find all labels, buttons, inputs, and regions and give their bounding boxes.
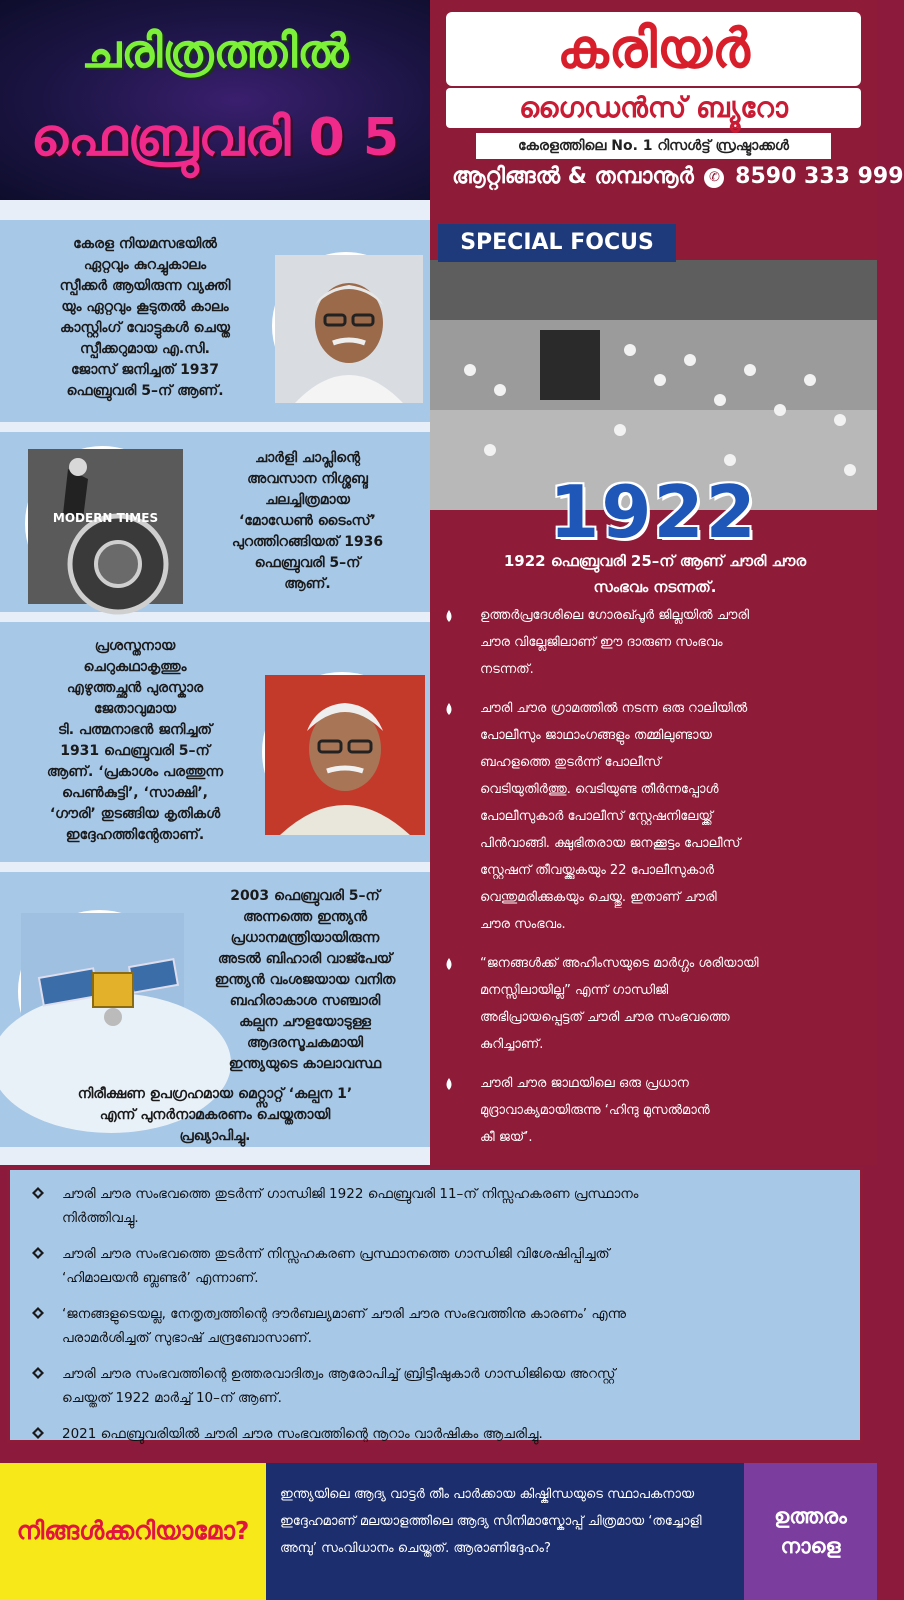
fact-line: പ്രധാനമന്ത്രിയായിരുന്ന xyxy=(230,930,380,946)
special-focus-column xyxy=(430,200,877,1165)
fact-line: ‘ഗൗരി’ തുടങ്ങിയ കൃതികൾ xyxy=(49,806,221,822)
focus-bullet-list xyxy=(438,602,868,1163)
key-facts-box xyxy=(7,1167,863,1443)
drop-icon xyxy=(444,610,454,622)
fact-line: ചാർളി ചാപ്ലിന്റെ xyxy=(254,450,360,466)
fact-line: കാസ്റ്റിംഗ് വോട്ടുകൾ ചെയ്ത xyxy=(60,320,230,336)
focus-bullet-line: മുദ്രാവാക്യമായിരുന്നു ‘ഹിന്ദു മുസൽമാൻ xyxy=(480,1103,710,1118)
focus-bullet-line: കുറിച്ചാണ്. xyxy=(480,1037,544,1052)
drop-icon xyxy=(444,703,454,715)
fact-line: ചലച്ചിത്രമായ xyxy=(265,492,350,508)
key-fact-line: ചൗരി ചൗര സംഭവത്തിന്റെ ഉത്തരവാദിത്വം ആരോപിച്ച് ബ്രിട്ടീഷുകാർ ഗാന്ധിജിയെ അറസ്റ്റ് xyxy=(62,1366,616,1382)
fact-line: സ്പീക്കറുമായ എ.സി. xyxy=(80,341,210,357)
focus-bullet-line: പിൻവാങ്ങി. ക്ഷുഭിതരായ ജനക്കൂട്ടം പോലീസ് xyxy=(480,836,741,851)
phone-icon: ✆ xyxy=(704,168,724,188)
key-fact xyxy=(10,1242,860,1290)
fact-line: പുറത്തിറങ്ങിയത് 1936 xyxy=(231,534,384,550)
focus-bullet-line: ചൗര വില്ലേജിലാണ് ഈ ദാരുണ സംഭവം xyxy=(480,635,723,650)
fact-line: കല്പന ചൗളയോടുള്ള xyxy=(239,1014,371,1030)
modern-times-badge: MODERN TIMES xyxy=(52,511,159,525)
focus-lead-line: 1922 ഫെബ്രുവരി 25–ന് ആണ് ചൗരി ചൗര xyxy=(503,552,807,570)
focus-bullet xyxy=(438,695,868,938)
fact-line: ഇന്ത്യയുടെ കാലാവസ്ഥ xyxy=(228,1056,382,1072)
drop-icon xyxy=(444,1078,454,1090)
fact-line: ഫെബ്രുവരി 5–ന് ആണ്. xyxy=(66,383,224,399)
key-fact-line: പരാമർശിച്ചത് സുഭാഷ് ചന്ദ്രബോസാണ്. xyxy=(62,1330,312,1346)
fact-kalpana-1 xyxy=(0,872,430,1147)
diamond-icon xyxy=(32,1367,44,1379)
fact-line: ഏറ്റവും കുറച്ചുകാലം xyxy=(83,257,207,273)
fact-line: പ്രഖ്യാപിച്ചു. xyxy=(179,1128,251,1144)
fact-line: ‘മോഡേൺ ടൈംസ്’ xyxy=(238,513,377,529)
fact-line: ചെറുകഥാകൃത്തും xyxy=(83,659,187,675)
brand-phone: 8590 333 999 xyxy=(735,164,904,189)
fact-line: ഇന്ത്യൻ വംശജയായ വനിത xyxy=(214,972,396,988)
focus-bullet-line: നടന്നത്. xyxy=(480,662,534,677)
focus-bullet xyxy=(438,1070,868,1151)
fact-kalpana-1-text-wide xyxy=(10,1084,420,1147)
focus-bullet-line: മനസ്സിലായില്ല” എന്ന് ഗാന്ധിജി xyxy=(480,983,669,998)
fact-t-padmanabhan-text xyxy=(10,636,260,846)
quiz-question xyxy=(266,1463,744,1600)
quiz-answer-line: ഉത്തരം xyxy=(774,1504,847,1528)
quiz-answer-panel xyxy=(744,1463,877,1600)
focus-bullet-line: വെന്തുമരിക്കുകയും ചെയ്തു. ഇതാണ് ചൗരി xyxy=(480,890,717,905)
diamond-icon xyxy=(32,1187,44,1199)
key-fact xyxy=(10,1362,860,1410)
header-title-panel xyxy=(0,0,430,200)
key-fact-line: ചൗരി ചൗര സംഭവത്തെ തുടർന്ന് ഗാന്ധിജി 1922 ഫെബ്രുവരി 11–ന് നിസ്സഹകരണ പ്രസ്ഥാനം xyxy=(62,1186,639,1202)
fact-line: കേരള നിയമസഭയിൽ xyxy=(73,236,217,252)
fact-line: എഴുത്തച്ഛൻ പുരസ്കാര xyxy=(66,680,204,696)
header-title-line1: ചരിത്രത്തിൽ xyxy=(81,24,349,78)
key-fact xyxy=(10,1182,860,1230)
fact-modern-times-text xyxy=(200,448,415,595)
fact-line: ആണ്. ‘പ്രകാശം പരത്തുന്ന xyxy=(46,764,224,780)
key-fact xyxy=(10,1422,860,1446)
image-satellite xyxy=(18,910,181,1073)
focus-bullet-line: “ജനങ്ങൾക്ക് അഹിംസയുടെ മാർഗ്ഗം ശരിയായി xyxy=(480,956,759,971)
diamond-icon xyxy=(32,1427,44,1439)
key-fact-line: 2021 ഫെബ്രുവരിയിൽ ചൗരി ചൗര സംഭവത്തിന്റെ നൂറാം വാർഷികം ആചരിച്ചു. xyxy=(62,1426,543,1442)
fact-line: 1931 ഫെബ്രുവരി 5–ന് xyxy=(60,743,210,759)
image-modern-times xyxy=(25,446,180,601)
focus-bullet-line: പോലീസുകാർ പോലീസ് സ്റ്റേഷനിലേയ്ക്ക് xyxy=(480,809,713,824)
fact-line: ബഹിരാകാശ സഞ്ചാരി xyxy=(229,993,381,1009)
fact-line: ആദരസൂചകമായി xyxy=(246,1035,364,1051)
fact-line: അന്നത്തെ ഇന്ത്യൻ xyxy=(242,909,368,925)
diamond-icon xyxy=(32,1247,44,1259)
focus-bullet xyxy=(438,602,868,683)
key-fact-line: ചൗരി ചൗര സംഭവത്തെ തുടർന്ന് നിസ്സഹകരണ പ്രസ്ഥാനത്തെ ഗാന്ധിജി വിശേഷിപ്പിച്ചത് xyxy=(62,1246,610,1262)
fact-line: എന്ന് പുനർനാമകരണം ചെയ്തതായി xyxy=(99,1107,331,1123)
fact-line: ജോസ് ജനിച്ചത് 1937 xyxy=(70,362,220,378)
portrait-t-padmanabhan xyxy=(262,672,422,832)
brand-tagline: കേരളത്തിലെ No. 1 റിസൾട്ട് സ്രഷ്ടാക്കൾ xyxy=(476,133,831,159)
quiz-question-line: ഇദ്ദേഹമാണ് മലയാളത്തിലെ ആദ്യ സിനിമാസ്കോപ്പ് ചിത്രമായ ‘തച്ചോളി xyxy=(280,1514,702,1529)
fact-line: യും ഏറ്റവും കൂടുതൽ കാലം xyxy=(61,299,229,315)
focus-bullet-line: ബഹളത്തെ തുടർന്ന് പോലീസ് xyxy=(480,755,661,770)
fact-line: പ്രശസ്തനായ xyxy=(94,638,176,654)
quiz-question-line: ഇന്ത്യയിലെ ആദ്യ വാട്ടർ തീം പാർക്കായ കിഷ്കിന്ധയുടെ സ്ഥാപകനായ xyxy=(280,1487,695,1502)
fact-line: ഇദ്ദേഹത്തിന്റേതാണ്. xyxy=(65,827,205,843)
focus-bullet-line: ചൗരി ചൗര ഗ്രാമത്തിൽ നടന്ന ഒരു റാലിയിൽ xyxy=(480,701,748,716)
brand-panel xyxy=(430,0,904,200)
brand-subtitle: ഗൈഡൻസ് ബ്യൂറോ xyxy=(446,88,861,128)
fact-line: ടി. പത്മനാഭൻ ജനിച്ചത് xyxy=(57,722,213,738)
focus-bullet-line: വെടിയുതിർത്തു. വെടിയുണ്ട തീർന്നപ്പോൾ xyxy=(480,782,719,797)
brand-location: ആറ്റിങ്ങൽ & തമ്പാനൂർ xyxy=(452,164,694,189)
focus-bullet xyxy=(438,950,868,1058)
key-fact xyxy=(10,1302,860,1350)
focus-bullet-line: അഭിപ്രായപ്പെട്ടത് ചൗരി ചൗര സംഭവത്തെ xyxy=(480,1010,730,1025)
focus-bullet-line: ചൗരി ചൗര ജാഥയിലെ ഒരു പ്രധാന xyxy=(480,1076,689,1091)
fact-line: ഫെബ്രുവരി 5–ന് xyxy=(254,555,361,571)
diamond-icon xyxy=(32,1307,44,1319)
focus-bullet-line: സ്റ്റേഷന് തീവയ്ക്കുകയും 22 പോലീസുകാർ xyxy=(480,863,714,878)
quiz-question-line: അമ്പു’ സംവിധാനം ചെയ്തത്. ആരാണിദ്ദേഹം? xyxy=(280,1541,551,1556)
fact-line: നിരീക്ഷണ ഉപഗ്രഹമായ മെറ്റ്സാറ്റ് ‘കല്പന 1’ xyxy=(77,1086,353,1102)
portrait-ac-jose xyxy=(272,252,420,400)
fact-modern-times xyxy=(0,432,430,612)
fact-kalpana-1-text xyxy=(190,886,420,1075)
header-title-date: ഫെബ്രുവരി 0 5 xyxy=(30,108,400,168)
fact-line: 2003 ഫെബ്രുവരി 5–ന് xyxy=(230,888,380,904)
fact-t-padmanabhan xyxy=(0,622,430,862)
special-focus-badge: SPECIAL FOCUS xyxy=(438,224,676,262)
focus-bullet-line: കീ ജയ്’. xyxy=(480,1130,533,1145)
fact-line: അവസാന നിശ്ശബ്ദ xyxy=(247,471,368,487)
focus-bullet-line: ചൗര സംഭവം. xyxy=(480,917,566,932)
key-fact-line: നിർത്തിവച്ചു. xyxy=(62,1210,139,1226)
fact-line: സ്പീക്കർ ആയിരുന്ന വ്യക്തി xyxy=(59,278,231,294)
fact-line: ആണ്. xyxy=(284,576,331,592)
quiz-label-panel xyxy=(0,1463,266,1600)
key-fact-line: ‘ജനങ്ങളുടെയല്ല, നേതൃത്വത്തിന്റെ ദൗർബല്യമാണ് ചൗരി ചൗര സംഭവത്തിനു കാരണം’ എന്നു xyxy=(62,1306,626,1322)
fact-ac-jose-text xyxy=(20,234,270,402)
key-fact-line: ചെയ്തത് 1922 മാർച്ച് 10–ന് ആണ്. xyxy=(62,1390,282,1406)
drop-icon xyxy=(444,958,454,970)
left-column xyxy=(0,200,430,1165)
fact-line: ജേതാവുമായ xyxy=(93,701,177,717)
focus-bullet-line: ഉത്തർപ്രദേശിലെ ഗോരഖ്പൂർ ജില്ലയിൽ ചൗരി xyxy=(480,608,750,623)
fact-ac-jose xyxy=(0,220,430,422)
brand-name: കരിയർ xyxy=(446,12,861,86)
quiz-answer-line: നാളെ xyxy=(780,1534,841,1558)
quiz-label: നിങ്ങൾക്കറിയാമോ? xyxy=(16,1516,250,1545)
key-fact-line: ‘ഹിമാലയൻ ബ്ലണ്ടർ’ എന്നാണ്. xyxy=(62,1270,259,1286)
focus-lead xyxy=(450,548,860,600)
focus-bullet-line: പോലീസും ജാഥാംഗങ്ങളും തമ്മിലുണ്ടായ xyxy=(480,728,712,743)
brand-contact xyxy=(452,160,904,194)
fact-line: അടൽ ബിഹാരി വാജ്പേയ് xyxy=(217,951,393,967)
fact-line: പെൺകുട്ടി’, ‘സാക്ഷി’, xyxy=(62,785,208,801)
focus-year: 1922 xyxy=(549,470,758,554)
focus-lead-line: സംഭവം നടന്നത്. xyxy=(593,578,717,596)
